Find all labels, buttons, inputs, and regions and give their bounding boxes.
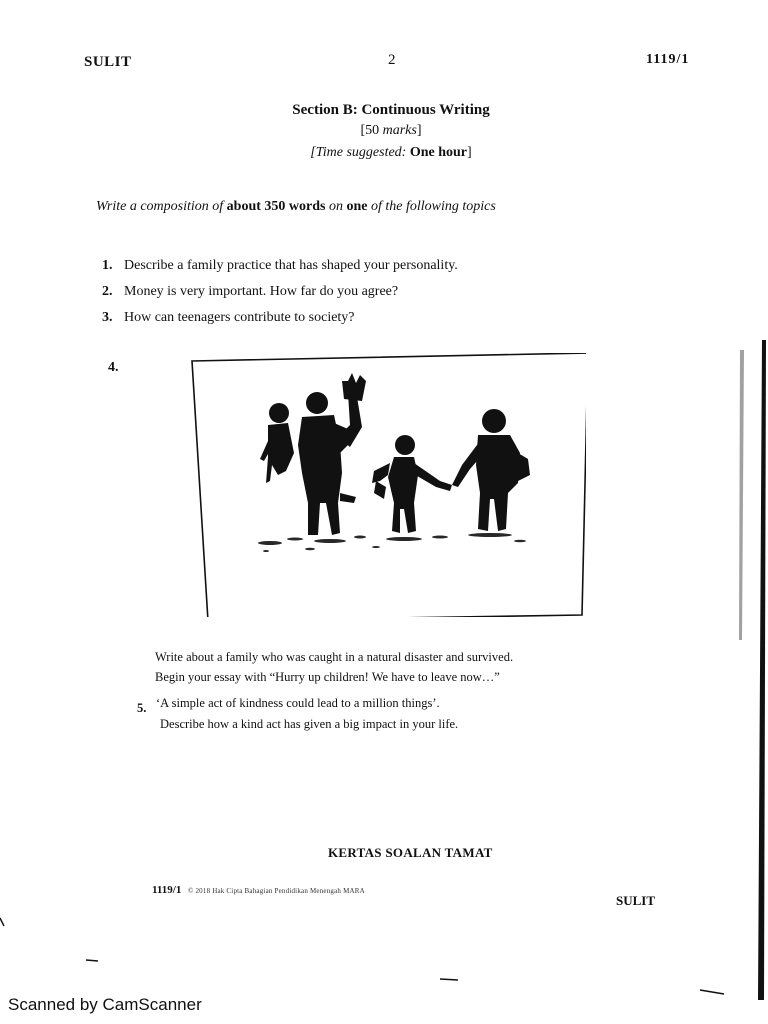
section-title: Section B: Continuous Writing — [292, 102, 490, 118]
page-number: 2 — [388, 52, 396, 68]
topic-4-number: 4. — [108, 360, 119, 375]
section-time — [0, 145, 768, 161]
right-page-shadow — [739, 350, 744, 640]
end-of-paper-text: KERTAS SOALAN TAMAT — [328, 845, 493, 860]
camscanner-watermark: Scanned by CamScanner — [8, 995, 202, 1014]
topic-1-text: Describe a family practice that has shaped your personality. — [124, 258, 458, 273]
time-label: [Time suggested: — [310, 145, 410, 160]
left-edge-mark — [0, 918, 4, 926]
topic-5-line2: Describe how a kind act has given a big impact in your life. — [160, 717, 459, 731]
marks-word: marks — [382, 123, 417, 138]
topic-3 — [102, 310, 355, 326]
topic-5-number: 5. — [137, 701, 147, 715]
instruction-word-count: about 350 words — [226, 199, 326, 214]
picture-frame-border — [192, 353, 586, 617]
marks-close: ] — [416, 123, 422, 138]
topic-3-number: 3. — [102, 310, 113, 325]
topic-2-text: Money is very important. How far do you agree? — [124, 284, 399, 299]
bottom-right-mark — [700, 990, 724, 994]
footer-copyright: © 2018 Hak Cipta Bahagian Pendidikan Menengah MARA — [188, 887, 365, 895]
topic-1-number: 1. — [102, 258, 113, 273]
instruction-part1: Write a composition of — [96, 199, 227, 214]
instruction — [96, 199, 496, 215]
footer-paper-code: 1119/1 — [152, 884, 182, 896]
section-marks — [0, 123, 768, 139]
marks-open: [50 — [360, 123, 383, 138]
time-close: ] — [467, 145, 472, 160]
footer-sulit: SULIT — [616, 893, 656, 908]
instruction-part5: of the following topics — [367, 199, 496, 214]
topic-2 — [102, 284, 398, 300]
topic-3-text: How can teenagers contribute to society? — [124, 310, 355, 325]
topic-1 — [102, 258, 458, 274]
right-page-edge — [758, 340, 766, 1000]
paper-code: 1119/1 — [646, 52, 690, 67]
family-silhouette-picture — [190, 353, 586, 617]
instruction-part3: on — [325, 199, 347, 214]
time-value: One hour — [409, 145, 468, 160]
topic-2-number: 2. — [102, 284, 113, 299]
instruction-one: one — [346, 199, 368, 214]
bottom-center-mark — [440, 979, 458, 980]
bottom-left-mark — [86, 960, 98, 961]
topic-4-line1: Write about a family who was caught in a natural disaster and survived. — [155, 650, 514, 664]
topic-4-line2: Begin your essay with “Hurry up children! We have to leave now…” — [155, 670, 500, 684]
header-sulit-left: SULIT — [84, 54, 132, 70]
topic-5-line1: ‘A simple act of kindness could lead to a million things’. — [156, 696, 440, 710]
